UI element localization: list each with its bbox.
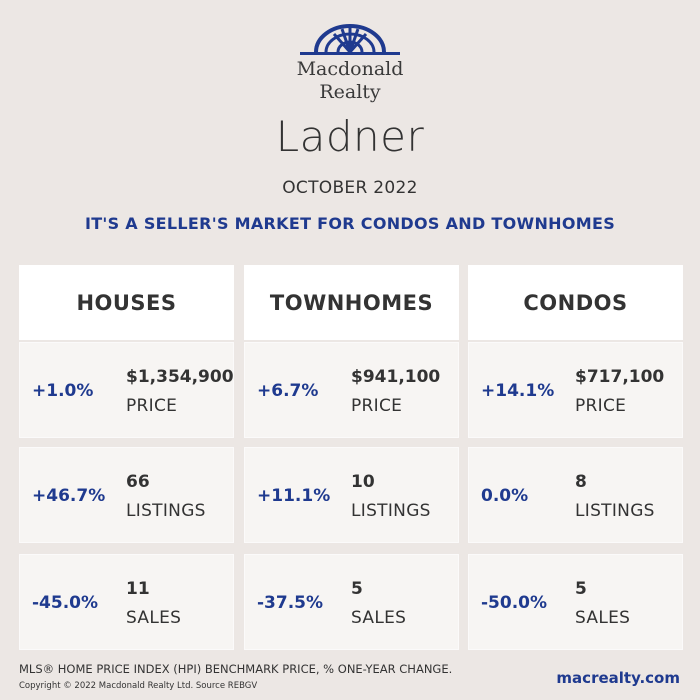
brand-logo <box>0 24 700 104</box>
townhomes-sales-card <box>244 554 459 650</box>
condos-price-card <box>468 342 683 438</box>
houses-sales-card <box>19 554 234 650</box>
listings-label: LISTINGS <box>351 501 431 521</box>
column-title-townhomes: TOWNHOMES <box>244 265 459 340</box>
sales-change: -37.5% <box>257 593 324 613</box>
townhomes-price-card <box>244 342 459 438</box>
listings-change: +46.7% <box>32 486 106 506</box>
footer-copyright: Copyright © 2022 Macdonald Realty Ltd. Source REBGV <box>19 681 258 691</box>
condos-listings-card <box>468 447 683 543</box>
report-month: OCTOBER 2022 <box>282 178 418 198</box>
footer-note: MLS® HOME PRICE INDEX (HPI) BENCHMARK PRICE, % ONE-YEAR CHANGE. <box>19 662 453 676</box>
sales-change: -45.0% <box>32 593 99 613</box>
price-value: $717,100 <box>575 367 665 387</box>
column-condos <box>468 265 683 628</box>
price-value: $1,354,900 <box>126 367 234 387</box>
price-change: +14.1% <box>481 381 555 401</box>
brand-name-line1: Macdonald <box>296 58 404 80</box>
price-change: +1.0% <box>32 381 94 401</box>
sales-label: SALES <box>126 608 182 628</box>
houses-price-card <box>19 342 234 438</box>
price-label: PRICE <box>351 396 403 416</box>
column-title-houses: HOUSES <box>19 265 234 340</box>
townhomes-listings-card <box>244 447 459 543</box>
listings-change: +11.1% <box>257 486 331 506</box>
listings-label: LISTINGS <box>575 501 655 521</box>
sales-value: 5 <box>351 579 363 599</box>
sales-label: SALES <box>351 608 407 628</box>
sales-value: 11 <box>126 579 150 599</box>
price-label: PRICE <box>575 396 627 416</box>
page-title: Ladner <box>275 112 425 161</box>
price-change: +6.7% <box>257 381 319 401</box>
listings-value: 10 <box>351 472 375 492</box>
houses-listings-card <box>19 447 234 543</box>
price-value: $941,100 <box>351 367 441 387</box>
website-link[interactable]: macrealty.com <box>556 669 680 687</box>
column-townhomes <box>244 265 459 628</box>
market-tagline: IT'S A SELLER'S MARKET FOR CONDOS AND TOWNHOMES <box>84 214 616 233</box>
listings-label: LISTINGS <box>126 501 206 521</box>
listings-value: 8 <box>575 472 587 492</box>
brand-name-line2: Realty <box>319 81 381 103</box>
listings-value: 66 <box>126 472 150 492</box>
column-title-condos: CONDOS <box>468 265 683 340</box>
condos-sales-card <box>468 554 683 650</box>
sunrise-arch-logo-icon <box>298 24 402 56</box>
price-label: PRICE <box>126 396 178 416</box>
sales-change: -50.0% <box>481 593 548 613</box>
brand-name <box>250 58 450 104</box>
listings-change: 0.0% <box>481 486 529 506</box>
column-houses <box>19 265 234 628</box>
sales-value: 5 <box>575 579 587 599</box>
sales-label: SALES <box>575 608 631 628</box>
